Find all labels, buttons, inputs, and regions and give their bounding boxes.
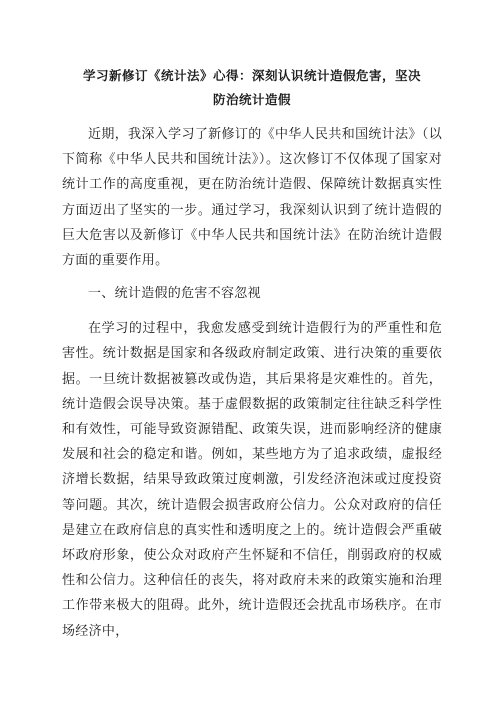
title-line-1: 学习新修订《统计法》心得：深刻认识统计造假危害，坚决: [82, 68, 421, 83]
section-1-paragraph: 在学习的过程中，我愈发感受到统计造假行为的严重性和危害性。统计数据是国家和各级政府制定政策、进行决策的重要依据。一旦统计数据被篡改或伪造，其后果将是灾难性的。首先，统计造假会误导决策。基于虚假数据的政策制定往往缺乏科学性和有效性，可能导致资源错配、政策失误，进而影响经济的健康发展和社会的稳定和谐。例如，某些地方为了追求政绩，虚报经济增长数据，结果导致政策过度刺激，引发经济泡沫或过度投资等问题。其次，统计造假会损害政府公信力。公众对政府的信任是建立在政府信息的真实性和透明度之上的。统计造假会严重破坏政府形象，使公众对政府产生怀疑和不信任，削弱政府的权威性和公信力。这种信任的丧失，将对政府未来的政策实施和治理工作带来极大的阻碍。此外，统计造假还会扰乱市场秩序。在市场经济中，: [62, 321, 442, 639]
intro-paragraph: 近期，我深入学习了新修订的《中华人民共和国统计法》（以下简称《中华人民共和国统计法》）。这次修订不仅体现了国家对统计工作的高度重视，更在防治统计造假、保障统计数据真实性方面迈出了坚实的一步。通过学习，我深刻认识到了统计造假的巨大危害以及新修订《中华人民共和国统计法》在防治统计造假方面的重要作用。: [62, 127, 442, 269]
document-title: [62, 64, 442, 112]
section-1-heading: 一、统计造假的危害不容忽视: [88, 286, 261, 302]
title-line-2: 防治统计造假: [212, 92, 291, 107]
